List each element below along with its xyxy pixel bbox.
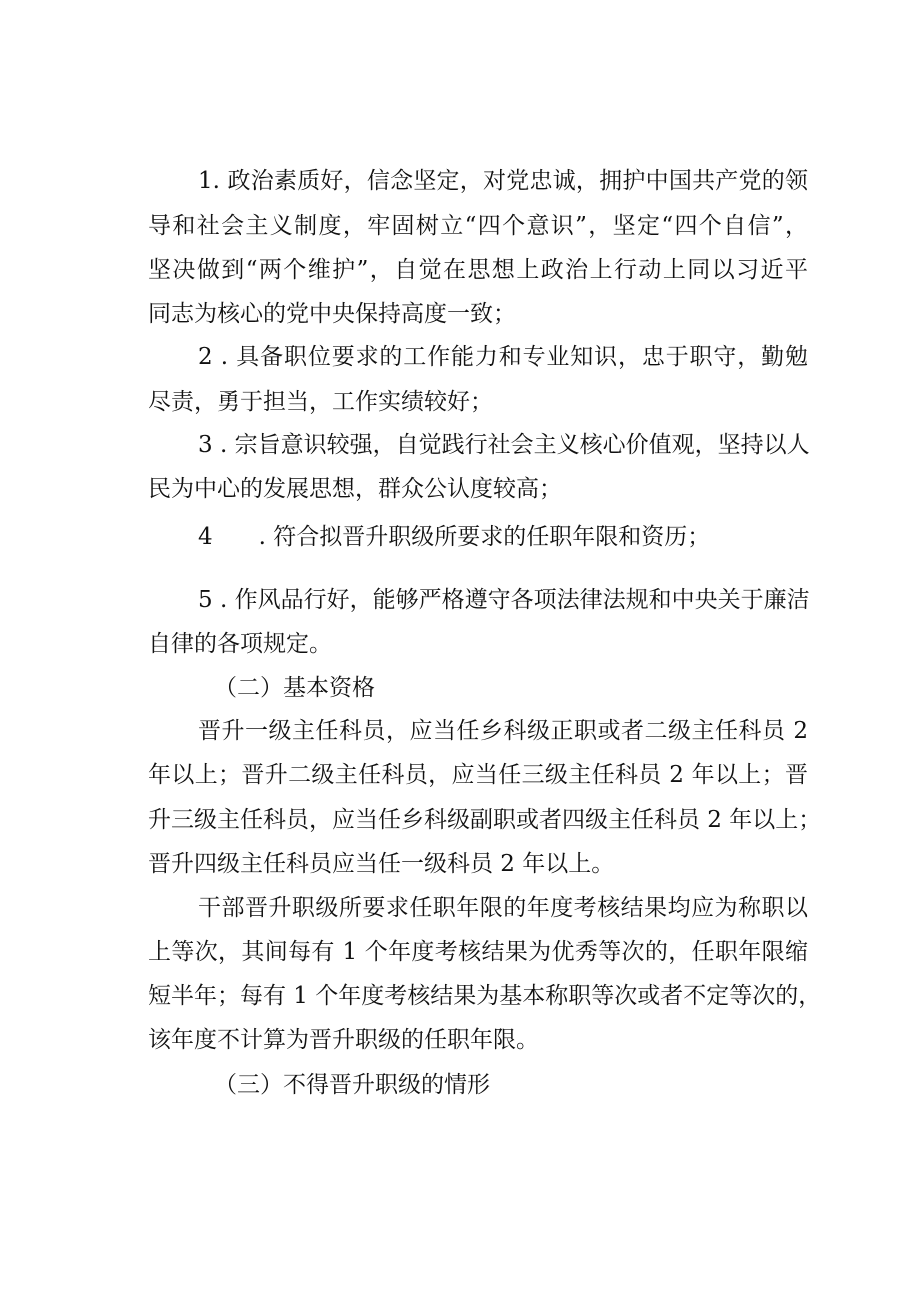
item-1-line-1: 1. 政治素质好，信念坚定，对党忠诚，拥护中国共产党的领 xyxy=(198,168,808,194)
basic-qualification-line-2: 年以上；晋升二级主任科员，应当任三级主任科员 2 年以上；晋 xyxy=(148,762,808,788)
section-heading-not-promoted: （三）不得晋升职级的情形 xyxy=(214,1072,490,1098)
item-1-line-3: 坚决做到“两个维护”，自觉在思想上政治上行动上同以习近平 xyxy=(148,257,808,283)
item-1-line-2: 导和社会主义制度，牢固树立“四个意识”，坚定“四个自信”， xyxy=(148,213,808,239)
item-5-line-1: 5 . 作风品行好，能够严格遵守各项法律法规和中央关于廉洁 xyxy=(198,587,810,613)
item-3-line-1: 3 . 宗旨意识较强，自觉践行社会主义核心价值观，坚持以人 xyxy=(198,432,810,458)
item-4-line: 4 . 符合拟晋升职级所要求的任职年限和资历； xyxy=(198,524,711,550)
section-heading-basic-qualification: （二）基本资格 xyxy=(214,675,375,701)
item-2-line-1: 2 . 具备职位要求的工作能力和专业知识，忠于职守，勤勉 xyxy=(198,344,808,370)
basic-qualification-line-4: 晋升四级主任科员应当任一级科员 2 年以上。 xyxy=(148,851,615,877)
item-5-line-2: 自律的各项规定。 xyxy=(148,631,332,657)
assessment-line-1: 干部晋升职级所要求任职年限的年度考核结果均应为称职以 xyxy=(198,895,808,921)
basic-qualification-line-1: 晋升一级主任科员，应当任乡科级正职或者二级主任科员 2 xyxy=(198,718,808,744)
assessment-line-3: 短半年；每有 1 个年度考核结果为基本称职等次或者不定等次的， xyxy=(148,983,822,1009)
assessment-line-4: 该年度不计算为晋升职级的任职年限。 xyxy=(148,1027,539,1053)
item-1-line-4: 同志为核心的党中央保持高度一致； xyxy=(148,301,516,327)
basic-qualification-line-3: 升三级主任科员，应当任乡科级副职或者四级主任科员 2 年以上； xyxy=(148,807,822,833)
assessment-line-2: 上等次，其间每有 1 个年度考核结果为优秀等次的，任职年限缩 xyxy=(148,939,808,965)
item-3-line-2: 民为中心的发展思想，群众公认度较高； xyxy=(148,476,562,502)
item-2-line-2: 尽责，勇于担当，工作实绩较好； xyxy=(148,389,493,415)
